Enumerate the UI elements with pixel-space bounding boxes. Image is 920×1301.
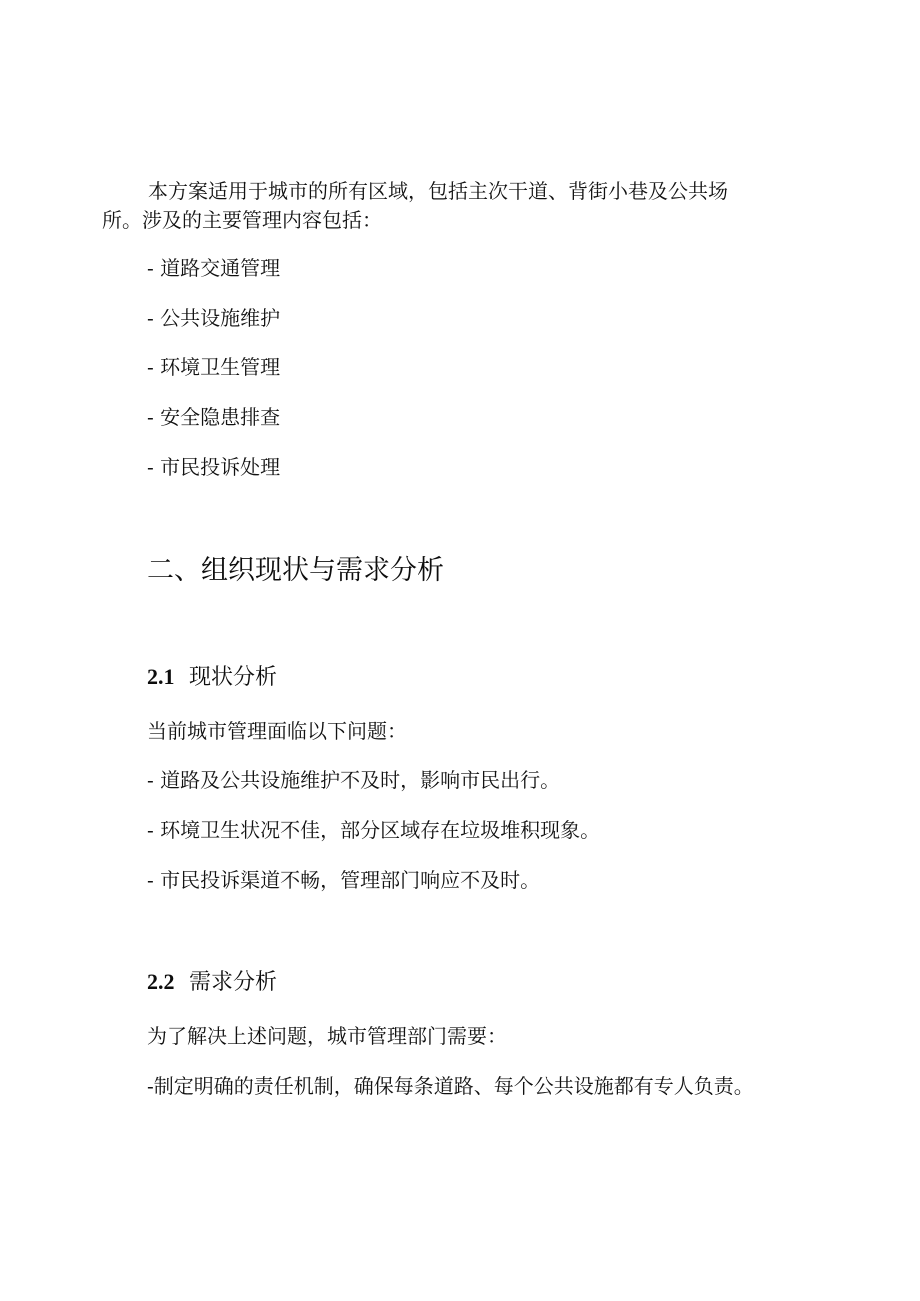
scope-list-item: - 公共设施维护 <box>147 306 281 330</box>
intro-paragraph-line-1: 本方案适用于城市的所有区域，包括主次干道、背街小巷及公共场 <box>148 179 728 203</box>
issue-list-item: - 环境卫生状况不佳，部分区域存在垃圾堆积现象。 <box>147 818 601 842</box>
issue-list-item: - 市民投诉渠道不畅，管理部门响应不及时。 <box>147 868 541 892</box>
paragraph: 为了解决上述问题，城市管理部门需要： <box>147 1024 507 1048</box>
subsection-heading-2-1 <box>147 661 277 694</box>
subsection-title: 现状分析 <box>189 665 278 690</box>
paragraph: 当前城市管理面临以下问题： <box>147 719 407 743</box>
scope-list-item: - 安全隐患排查 <box>147 405 281 429</box>
intro-paragraph-line-2: 所。涉及的主要管理内容包括： <box>102 208 382 232</box>
subsection-number: 2.1 <box>147 664 175 689</box>
scope-list-item: - 道路交通管理 <box>147 256 281 280</box>
scope-list-item: - 市民投诉处理 <box>147 455 281 479</box>
requirement-list-item: -制定明确的责任机制，确保每条道路、每个公共设施都有专人负责。 <box>147 1074 754 1098</box>
subsection-number: 2.2 <box>147 969 175 994</box>
scope-list-item: - 环境卫生管理 <box>147 355 281 379</box>
issue-list-item: - 道路及公共设施维护不及时，影响市民出行。 <box>147 768 561 792</box>
subsection-title: 需求分析 <box>189 970 278 995</box>
section-heading: 二、组织现状与需求分析 <box>147 555 444 586</box>
subsection-heading-2-2 <box>147 966 277 999</box>
